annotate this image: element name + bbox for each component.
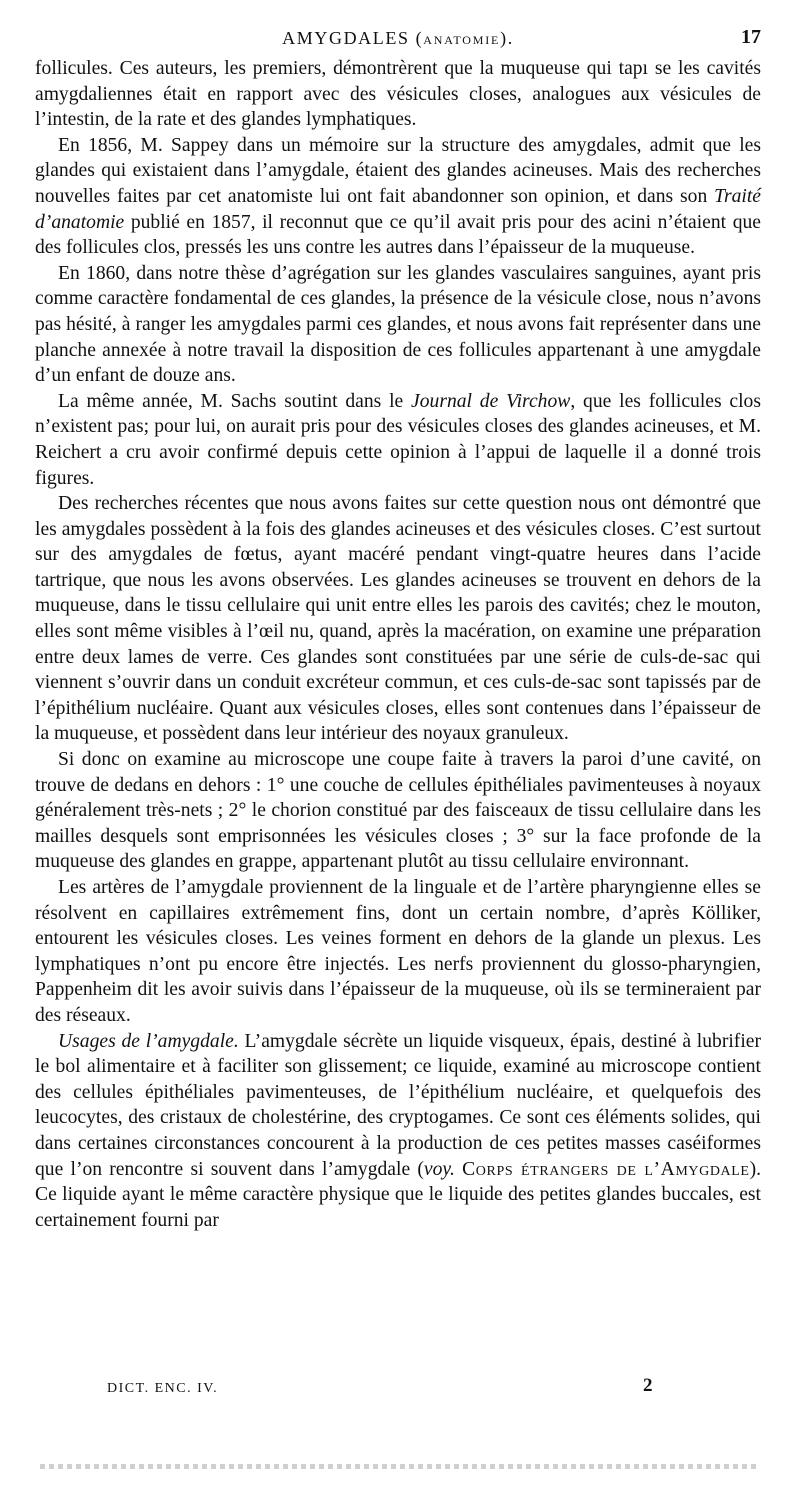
- text-run: ). Ce liquide ayant le même caractère physique que le liquide des petites glandes buccales, est certainement fourni par: [35, 1158, 762, 1231]
- paragraph: [35, 491, 761, 747]
- body-text: [35, 56, 761, 1233]
- running-header: [35, 26, 761, 56]
- paragraph: [35, 389, 761, 491]
- paragraph: [35, 875, 761, 1029]
- text-run: L’amygdale sécrète un liquide visqueux, épais, destiné à lubrifier le bol alimentaire et à faciliter son glissement; ce liquide, examiné au microscope contient des cellules épithéliales pavimenteuses, de l’épithélium nucléaire, et quelquefois des leucocytes, des cristaux de cholestérine, des cryptogames. Ce sont ces éléments solides, qui dans certaines circonstances concourent à la production de ces petites masses caséiformes que l’on rencontre si souvent dans l’amygdale (: [35, 1030, 761, 1180]
- running-title: [35, 28, 761, 49]
- text-run: , que les follicules clos n’existent pas; pour lui, on aurait pris pour des vésicules closes des glandes acineuses, et M. Reichert a cru avoir confirmé depuis cette opinion à l’appui de laquelle il a donné trois figures.: [35, 390, 761, 489]
- paragraph: [35, 1029, 761, 1234]
- italic-text: voy.: [423, 1158, 455, 1180]
- page-footer: [35, 1375, 761, 1405]
- page: [35, 26, 761, 1233]
- sheet-number: 2: [643, 1375, 653, 1396]
- italic-text: Usages de l’amygdale.: [58, 1030, 239, 1052]
- text-run: En 1856, M. Sappey dans un mémoire sur la structure des amygdales, admit que les glandes qui existaient dans l’amygdale, étaient des glandes acineuses. Mais des recherches nouvelles faites par cet anatomiste lui ont fait abandonner son opinion, et dans son: [35, 134, 761, 207]
- italic-text: Journal de Virchow: [411, 390, 571, 412]
- text-run: Si donc on examine au microscope une coupe faite à travers la paroi d’une cavité, on trouve de dedans en dehors : 1° une couche de cellules épithéliales pavimenteuses à noyaux généralement très-nets ; 2° le chorion constitué par des faisceaux de tissu cellulaire dans les mailles desquels sont emprisonnées les vésicules closes ; 3° sur la face profonde de la muqueuse des glandes en grappe, appartenant plutôt au tissu cellulaire environnant.: [35, 749, 761, 873]
- title-close: ).: [500, 28, 514, 48]
- paragraph: [35, 747, 761, 875]
- title-main: AMYGDALES (: [282, 28, 424, 48]
- text-run: En 1860, dans notre thèse d’agrégation sur les glandes vasculaires sanguines, ayant pris comme caractère fondamental de ces glandes, la présence de la vésicule close, nous n’avons pas hésité, à ranger les amygdales parmi ces glandes, et nous avons fait représenter dans une planche annexée à notre travail la disposition de ces follicules appartenant à une amygdale d’un enfant de douze ans.: [35, 262, 761, 387]
- text-run: La même année, M. Sachs soutint dans le: [58, 390, 412, 412]
- text-run: follicules. Ces auteurs, les premiers, démontrèrent que la muqueuse qui tapı se les cavités amygdaliennes était en rapport avec des vésicules closes, analogues aux vésicules de l’intestin, de la rate et des glandes lymphatiques.: [35, 58, 761, 131]
- paragraph: [35, 261, 761, 389]
- italic-text: Traité d’anatomie: [35, 185, 761, 233]
- page-number: 17: [741, 26, 761, 48]
- text-run: Des recherches récentes que nous avons faites sur cette question nous ont démontré que les amygdales possèdent à la fois des glandes acineuses et des vésicules closes. C’est surtout sur des amygdales de fœtus, ayant macéré pendant vingt-quatre heures dans l’acide tartrique, que nous les avons observées. Les glandes acineuses se trouvent en dehors de la muqueuse, dans le tissu cellulaire qui unit entre elles les parois des cavités; chez le mouton, elles sont même visibles à l’œil nu, quand, après la macération, on examine une préparation entre deux lames de verre. Ces glandes sont constituées par une série de culs-de-sac qui viennent s’ouvrir dans un conduit excréteur commun, et ces culs-de-sac sont tapissés par de l’épithélium nucléaire. Quant aux vésicules closes, elles sont contenues dans l’épaisseur de la muqueuse, et possèdent dans leur intérieur des noyaux granuleux.: [35, 493, 761, 745]
- text-run: Les artères de l’amygdale proviennent de la linguale et de l’artère pharyngienne elles se résolvent en capillaires extrêmement fins, dont un certain nombre, d’après Kölliker, entourent les vésicules closes. Les veines forment en dehors de la glande un plexus. Les lymphatiques n’ont pu encore être injectés. Les nerfs proviennent du glosso-pharyngien, Pappenheim dit les avoir suivis dans l’épaisseur de la muqueuse, où ils se termineraient par des réseaux.: [35, 877, 761, 1026]
- title-smallcaps: ANATOMIE: [423, 33, 501, 47]
- paragraph: [35, 56, 761, 133]
- text-run: publié en 1857, il reconnut que ce qu’il avait pris pour des acini n’étaient que des follicules clos, pressés les uns contre les autres dans l’épaisseur de la muqueuse.: [35, 211, 761, 259]
- bleed-through-line: [40, 1464, 756, 1469]
- signature-mark: DICT. ENC. IV.: [107, 1381, 219, 1396]
- paragraph: [35, 133, 761, 261]
- smallcaps-text: Corps étrangers de l’Amygdale: [462, 1158, 750, 1180]
